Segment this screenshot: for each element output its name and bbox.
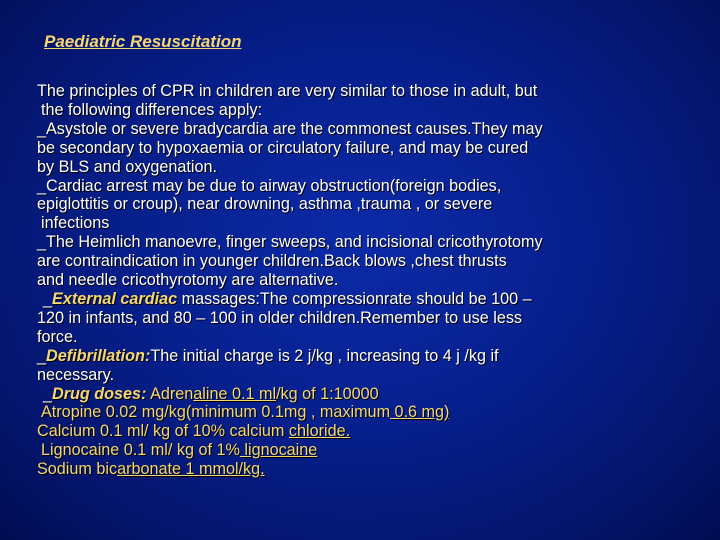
body-line: epiglottitis or croup), near drowning, asthma ,trauma , or severe bbox=[37, 195, 493, 214]
lignocaine-line bbox=[37, 441, 677, 460]
drugs-prefix: _ bbox=[43, 384, 53, 403]
body-line: the following differences apply: bbox=[41, 100, 263, 119]
atropine-dose: 0.02 mg/kg(minimum 0.1mg , maximum bbox=[101, 403, 391, 422]
body-line: are contraindication in younger children.Back blows ,chest thrusts bbox=[37, 252, 507, 271]
sodium-bicarbonate-line bbox=[37, 460, 677, 479]
sodium-dose: arbonate 1 mmol/kg. bbox=[117, 460, 265, 479]
body-line: _The Heimlich manoevre, finger sweeps, and incisional cricothyrotomy bbox=[37, 233, 543, 252]
sodium-name: Sodium bic bbox=[37, 460, 118, 479]
calcium-chloride: chloride. bbox=[288, 422, 351, 441]
slide-title: Paediatric Resuscitation bbox=[44, 32, 242, 51]
body-line: be secondary to hypoxaemia or circulatory failure, and may be cured bbox=[37, 138, 529, 157]
lignocaine-dose: 0.1 ml/ kg of 1% bbox=[119, 441, 240, 460]
body-line: infections bbox=[41, 214, 110, 233]
body-line: by BLS and oxygenation. bbox=[37, 157, 217, 176]
adrenaline-ratio: /kg of 1:10000 bbox=[276, 384, 379, 403]
body-line: force. bbox=[37, 327, 78, 346]
body-line: _Asystole or severe bradycardia are the commonest causes.They may bbox=[37, 119, 543, 138]
external-cardiac-line bbox=[37, 290, 677, 309]
calcium-dose: 0.1 ml/ kg of 10% calcium bbox=[95, 422, 289, 441]
defibrillation-label: Defibrillation: bbox=[46, 346, 151, 365]
body-line: 120 in infants, and 80 – 100 in older children.Remember to use less bbox=[37, 308, 523, 327]
calcium-line bbox=[37, 422, 677, 441]
drug-doses-label: Drug doses: bbox=[52, 384, 147, 403]
adrenaline-dose: aline 0.1 ml bbox=[193, 384, 277, 403]
body-line: _Cardiac arrest may be due to airway obstruction(foreign bodies, bbox=[37, 176, 502, 195]
atropine-max: 0.6 mg) bbox=[390, 403, 450, 422]
lignocaine-solution: lignocaine bbox=[239, 441, 318, 460]
external-prefix: _ bbox=[43, 289, 53, 308]
calcium-name: Calcium bbox=[37, 422, 96, 441]
lignocaine-name: Lignocaine bbox=[41, 441, 120, 460]
defibrillation-text: The initial charge is 2 j/kg , increasing to 4 j /kg if bbox=[150, 346, 499, 365]
atropine-name: Atropine bbox=[41, 403, 102, 422]
defib-prefix: _ bbox=[37, 346, 47, 365]
drug-doses-line bbox=[37, 385, 677, 404]
external-cardiac-label: External cardiac bbox=[52, 289, 178, 308]
external-cardiac-text: massages:The compressionrate should be 100 – bbox=[177, 289, 532, 308]
body-line: and needle cricothyrotomy are alternative. bbox=[37, 271, 339, 290]
body-line: The principles of CPR in children are very similar to those in adult, but bbox=[37, 82, 538, 100]
adrenaline-part: Adren bbox=[146, 384, 194, 403]
slide-body bbox=[37, 82, 677, 479]
body-line: necessary. bbox=[37, 365, 115, 384]
defibrillation-line bbox=[37, 347, 677, 366]
atropine-line bbox=[37, 403, 677, 422]
